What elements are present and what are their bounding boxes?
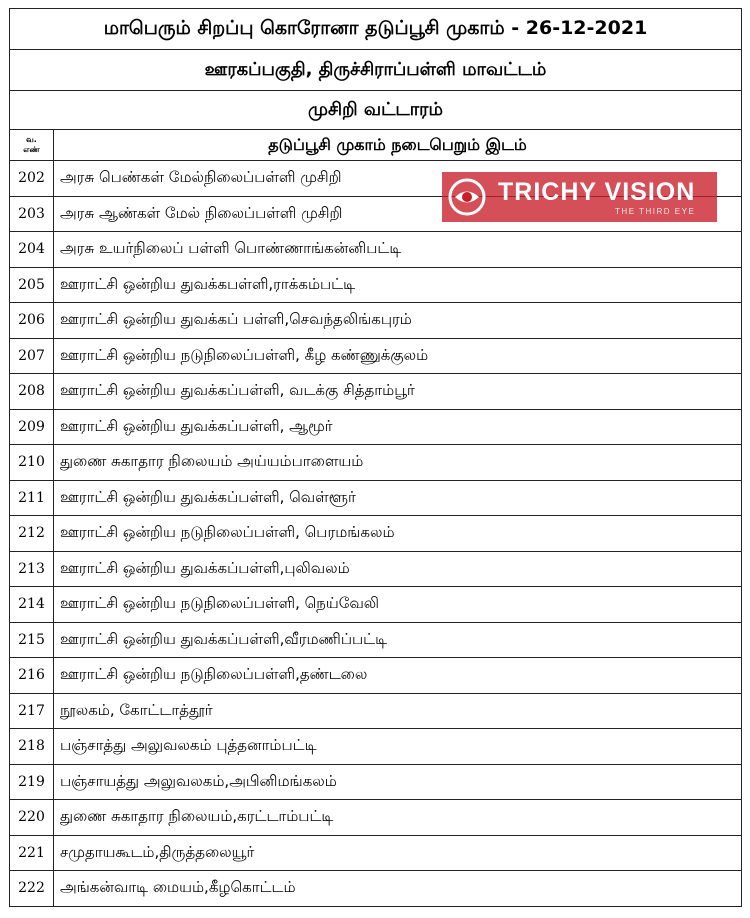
table-row <box>10 374 742 410</box>
serial-number: 211 <box>10 480 54 516</box>
table-row <box>10 445 742 481</box>
serial-number: 203 <box>10 196 54 232</box>
camp-location: அங்கன்வாடி மையம்,கீழகொட்டம் <box>54 871 742 907</box>
serial-number: 218 <box>10 729 54 765</box>
table-row <box>10 871 742 907</box>
camp-location: ஊராட்சி ஒன்றிய துவக்கப்பள்ளி, ஆமூர் <box>54 409 742 445</box>
table-row <box>10 338 742 374</box>
column-header-place: தடுப்பூசி முகாம் நடைபெறும் இடம் <box>54 130 742 161</box>
serial-number: 212 <box>10 516 54 552</box>
column-header-serial <box>10 130 54 161</box>
table-row <box>10 693 742 729</box>
watermark-tagline: THE THIRD EYE <box>615 207 696 216</box>
watermark-brand: TRICHY VISION <box>498 178 696 206</box>
camp-location: ஊராட்சி ஒன்றிய துவக்கப்பள்ளி, வடக்கு சித்தாம்பூர் <box>54 374 742 410</box>
table-row <box>10 232 742 268</box>
eye-logo-icon <box>442 172 492 222</box>
table-row <box>10 729 742 765</box>
serial-number: 210 <box>10 445 54 481</box>
camp-location: ஊராட்சி ஒன்றிய துவக்கப்பள்ளி,புலிவலம் <box>54 551 742 587</box>
serial-number: 214 <box>10 587 54 623</box>
camp-location: அரசு உயர்நிலைப் பள்ளி பொண்ணாங்கன்னிபட்டி <box>54 232 742 268</box>
table-row <box>10 480 742 516</box>
serial-number: 222 <box>10 871 54 907</box>
serial-number: 216 <box>10 658 54 694</box>
table-row <box>10 409 742 445</box>
camp-location: ஊராட்சி ஒன்றிய துவக்கப்பள்ளி, வெள்ளூர் <box>54 480 742 516</box>
serial-number: 206 <box>10 303 54 339</box>
table-row <box>10 551 742 587</box>
camp-table <box>9 8 742 907</box>
camp-location: ஊராட்சி ஒன்றிய நடுநிலைப்பள்ளி, பெரமங்கலம் <box>54 516 742 552</box>
camp-location: அரசு பெண்கள் மேல்நிலைப்பள்ளி முசிறி <box>54 161 742 197</box>
serial-number: 202 <box>10 161 54 197</box>
serial-number: 215 <box>10 622 54 658</box>
camp-location: பஞ்சாத்து அலுவலகம் புத்தனாம்பட்டி <box>54 729 742 765</box>
column-header-serial-label: வ. எண் <box>23 135 40 154</box>
table-row <box>10 658 742 694</box>
serial-number: 220 <box>10 800 54 836</box>
table-row <box>10 516 742 552</box>
camp-location: துணை சுகாதார நிலையம் அய்யம்பாளையம் <box>54 445 742 481</box>
camp-location: துணை சுகாதார நிலையம்,கரட்டாம்பட்டி <box>54 800 742 836</box>
table-row <box>10 267 742 303</box>
table-row <box>10 303 742 339</box>
serial-number: 205 <box>10 267 54 303</box>
serial-number: 207 <box>10 338 54 374</box>
serial-number: 208 <box>10 374 54 410</box>
table-row <box>10 587 742 623</box>
table-row <box>10 800 742 836</box>
camp-location: ஊராட்சி ஒன்றிய நடுநிலைப்பள்ளி, கீழ கண்ணுக்குலம் <box>54 338 742 374</box>
serial-number: 217 <box>10 693 54 729</box>
document-title: மாபெரும் சிறப்பு கொரோனா தடுப்பூசி முகாம் - 26-12-2021 <box>10 9 742 50</box>
vaccination-camp-list <box>9 8 741 907</box>
camp-location: சமுதாயகூடம்,திருத்தலையூர் <box>54 835 742 871</box>
camp-location: ஊராட்சி ஒன்றிய துவக்கப்பள்ளி,வீரமணிப்பட்டி <box>54 622 742 658</box>
serial-number: 219 <box>10 764 54 800</box>
camp-location: அரசு ஆண்கள் மேல் நிலைப்பள்ளி முசிறி <box>54 196 742 232</box>
table-row <box>10 622 742 658</box>
serial-number: 213 <box>10 551 54 587</box>
camp-location: ஊராட்சி ஒன்றிய நடுநிலைப்பள்ளி, நெய்வேலி <box>54 587 742 623</box>
table-row <box>10 764 742 800</box>
serial-number: 204 <box>10 232 54 268</box>
serial-number: 209 <box>10 409 54 445</box>
block-heading: முசிறி வட்டாரம் <box>10 91 742 130</box>
serial-number: 221 <box>10 835 54 871</box>
camp-location: ஊராட்சி ஒன்றிய துவக்கப் பள்ளி,செவந்தலிங்கபுரம் <box>54 303 742 339</box>
camp-location: பஞ்சாயத்து அலுவலகம்,அபினிமங்கலம் <box>54 764 742 800</box>
camp-location: நூலகம், கோட்டாத்தூர் <box>54 693 742 729</box>
camp-location: ஊராட்சி ஒன்றிய துவக்கபள்ளி,ராக்கம்பட்டி <box>54 267 742 303</box>
camp-location: ஊராட்சி ஒன்றிய நடுநிலைப்பள்ளி,தண்டலை <box>54 658 742 694</box>
trichy-vision-watermark <box>442 172 717 222</box>
district-heading: ஊரகப்பகுதி, திருச்சிராப்பள்ளி மாவட்டம் <box>10 50 742 91</box>
table-row <box>10 835 742 871</box>
